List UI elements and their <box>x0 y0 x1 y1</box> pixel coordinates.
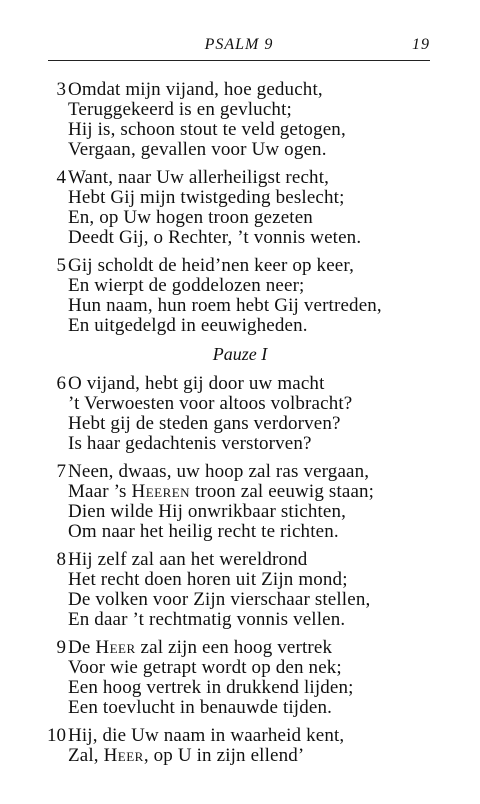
verse-line: De Heer zal zijn een hoog vertrek <box>68 637 333 658</box>
verse-line: O vijand, hebt gij door uw macht <box>68 373 325 394</box>
verse-line: En wierpt de goddelozen neer; <box>68 275 305 296</box>
stanza-number: 5 <box>56 255 66 276</box>
verse-line: Hun naam, hun roem hebt Gij vertreden, <box>68 295 382 316</box>
stanza-lines <box>68 80 444 160</box>
stanza-number: 6 <box>56 373 66 394</box>
verse-line: En, op Uw hogen troon gezeten <box>68 207 313 228</box>
stanza-lines <box>68 550 444 630</box>
verse-line: Een toevlucht in benauwde tijden. <box>68 697 333 718</box>
stanza-number: 4 <box>56 167 66 188</box>
divine-name: Heeren <box>131 481 191 502</box>
verse-line: Gij scholdt de heid’nen keer op keer, <box>68 255 354 276</box>
verse-line: Het recht doen horen uit Zijn mond; <box>68 569 348 590</box>
running-head <box>48 36 430 56</box>
stanza-number: 3 <box>56 79 66 100</box>
stanza-lines <box>68 638 444 718</box>
verse-line: Deedt Gij, o Rechter, ’t vonnis weten. <box>68 227 362 248</box>
stanza-lines <box>68 256 444 336</box>
verse-line: Hij is, schoon stout te veld getogen, <box>68 119 346 140</box>
verse-line: Dien wilde Hij onwrikbaar stichten, <box>68 501 347 522</box>
stanza-number: 7 <box>56 461 66 482</box>
divine-name: Heer <box>95 637 136 658</box>
verse-line: Hij, die Uw naam in waarheid kent, <box>68 725 345 746</box>
verse-line: Want, naar Uw allerheiligst recht, <box>68 167 330 188</box>
page-number: 19 <box>412 36 430 53</box>
verse-line: Hebt gij de steden gans verdorven? <box>68 413 341 434</box>
verse-line: Een hoog vertrek in drukkend lijden; <box>68 677 354 698</box>
pause-marker: Pauze I <box>212 344 268 364</box>
stanza-lines <box>68 462 444 542</box>
verse-line: Voor wie getrapt wordt op den nek; <box>68 657 342 678</box>
verse-line: Omdat mijn vijand, hoe geducht, <box>68 79 323 100</box>
verse-line: Neen, dwaas, uw hoop zal ras vergaan, <box>68 461 370 482</box>
stanza-lines <box>68 168 444 248</box>
running-title: PSALM 9 <box>204 36 274 53</box>
verse-line: En uitgedelgd in eeuwigheden. <box>68 315 308 336</box>
verse-line: Teruggekeerd is en gevlucht; <box>68 99 292 120</box>
verse-line: Hebt Gij mijn twistgeding beslecht; <box>68 187 345 208</box>
verse-line: Is haar gedachtenis verstorven? <box>68 433 312 454</box>
stanza-lines <box>68 374 444 454</box>
verse-line: De volken voor Zijn vierschaar stellen, <box>68 589 371 610</box>
verse-line: ’t Verwoesten voor altoos volbracht? <box>68 393 353 414</box>
stanza-number: 8 <box>56 549 66 570</box>
verse-line: Maar ’s Heeren troon zal eeuwig staan; <box>68 481 375 502</box>
header-rule <box>48 60 430 61</box>
stanza-number: 10 <box>47 725 66 746</box>
verse-line: Vergaan, gevallen voor Uw ogen. <box>68 139 327 160</box>
verse-line: Zal, Heer, op U in zijn ellend’ <box>68 745 305 766</box>
stanza-lines <box>68 726 444 766</box>
divine-name: Heer <box>103 745 144 766</box>
verse-line: En daar ’t rechtmatig vonnis vellen. <box>68 609 346 630</box>
stanza-number: 9 <box>56 637 66 658</box>
verse-line: Hij zelf zal aan het wereldrond <box>68 549 308 570</box>
verse-line: Om naar het heilig recht te richten. <box>68 521 339 542</box>
